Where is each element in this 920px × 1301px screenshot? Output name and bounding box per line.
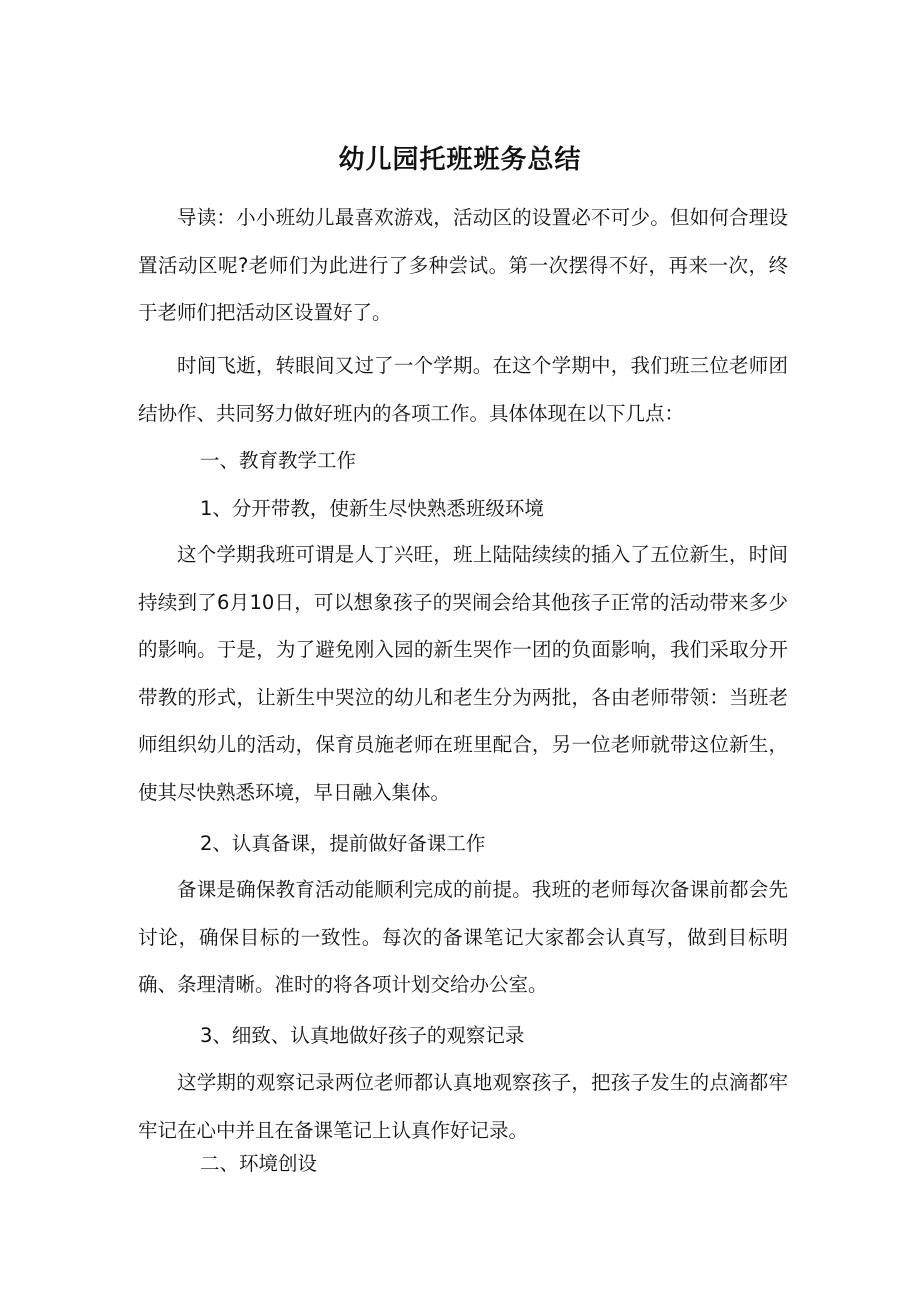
lesson-prep-paragraph: 备课是确保教育活动能顺利完成的前提。我班的老师每次备课前都会先讨论，确保目标的一致性。每次的备课笔记大家都会认真写，做到目标明确、条理清晰。准时的将各项计划交给办公室。 <box>138 878 788 996</box>
subheading-lesson-prep: 2、认真备课，提前做好备课工作 <box>200 832 486 855</box>
document-title: 幼儿园托班班务总结 <box>338 145 582 175</box>
observation-paragraph: 这学期的观察记录两位老师都认真地观察孩子，把孩子发生的点滴都牢牢记在心中并且在备课笔记上认真作好记录。 <box>138 1071 788 1142</box>
section-heading-environment: 二、环境创设 <box>200 1152 318 1175</box>
subheading-split-teaching: 1、分开带教，使新生尽快熟悉班级环境 <box>200 497 544 520</box>
opening-paragraph: 时间飞逝，转眼间又过了一个学期。在这个学期中，我们班三位老师团结协作、共同努力做好班内的各项工作。具体体现在以下几点： <box>138 354 788 425</box>
subheading-observation: 3、细致、认真地做好孩子的观察记录 <box>200 1024 525 1047</box>
section-heading-teaching: 一、教育教学工作 <box>200 449 357 472</box>
split-teaching-paragraph: 这个学期我班可谓是人丁兴旺，班上陆陆续续的插入了五位新生，时间持续到了6月10日，可以想象孩子的哭闹会给其他孩子正常的活动带来多少的影响。于是，为了避免刚入园的新生哭作一团的负面影响，我们采取分开带教的形式，让新生中哭泣的幼儿和老生分为两批，各由老师带领：当班老师组织幼儿的活动，保育员施老师在班里配合，另一位老师就带这位新生，使其尽快熟悉环境，早日融入集体。 <box>138 543 788 804</box>
intro-paragraph: 导读：小小班幼儿最喜欢游戏，活动区的设置必不可少。但如何合理设置活动区呢?老师们为此进行了多种尝试。第一次摆得不好，再来一次，终于老师们把活动区设置好了。 <box>138 206 788 324</box>
